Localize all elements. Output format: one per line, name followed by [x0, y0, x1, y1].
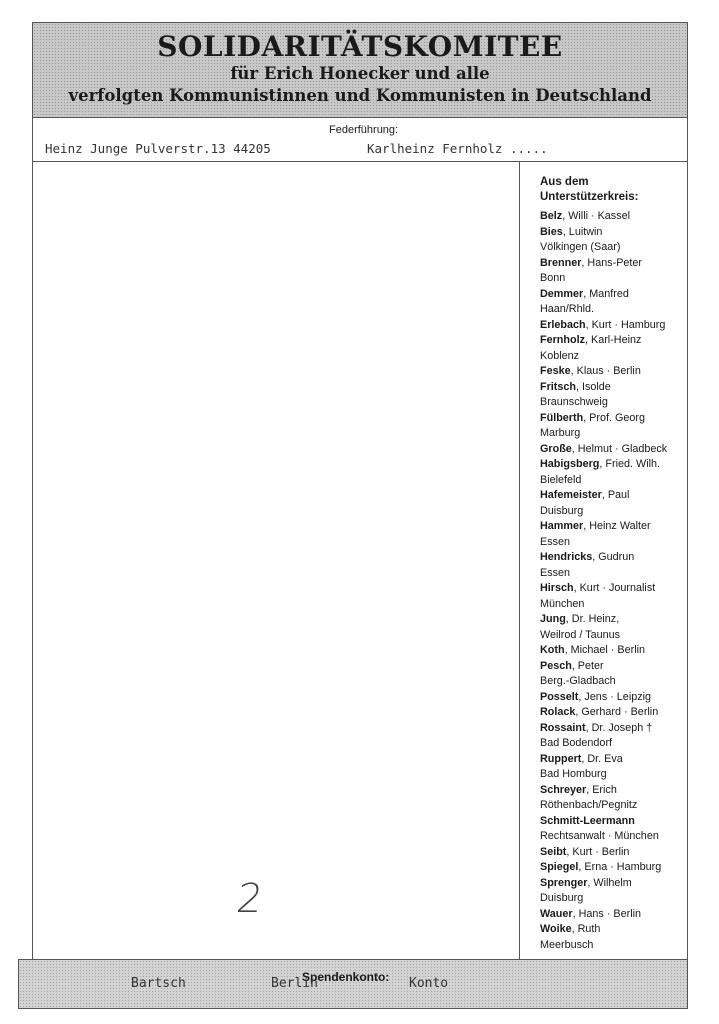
- supporter-line: [540, 380, 686, 396]
- supporter-line: [540, 411, 686, 427]
- supporter-line: [540, 225, 686, 241]
- supporter-line: [540, 798, 686, 814]
- supporter-line: [540, 674, 686, 690]
- footer-bank-box: [18, 959, 688, 1009]
- supporter-surname: Woike: [540, 923, 572, 935]
- supporter-detail: München: [540, 597, 585, 610]
- supporter-line: [540, 736, 686, 752]
- supporter-surname: Bies: [540, 225, 563, 238]
- supporter-detail: , Hans · Berlin: [572, 907, 642, 920]
- subtitle-line-2: verfolgten Kommunistinnen und Kommunisten in Deutschland: [68, 86, 652, 105]
- supporter-line: [540, 302, 686, 318]
- supporter-detail: Bielefeld: [540, 473, 582, 486]
- supporter-line: [540, 628, 686, 644]
- supporter-line: [540, 829, 686, 845]
- supporter-surname: Feske: [540, 365, 571, 377]
- supporter-line: [540, 581, 686, 597]
- supporter-line: [540, 705, 686, 721]
- supporter-detail: Röthenbach/Pegnitz: [540, 799, 638, 811]
- supporter-surname: Seibt: [540, 845, 567, 858]
- supporter-line: [540, 891, 686, 907]
- supporter-line: [540, 597, 686, 613]
- supporter-line: [540, 364, 686, 380]
- supporter-line: [540, 395, 686, 411]
- supporter-detail: , Peter: [571, 659, 604, 672]
- supporter-detail: , Gerhard · Berlin: [575, 706, 659, 718]
- spendenkonto-label: Spendenkonto:: [302, 970, 390, 984]
- supporter-line: [540, 860, 686, 876]
- subtitle-line-1: für Erich Honecker und alle: [230, 64, 490, 83]
- supporter-detail: , Dr. Joseph †: [585, 721, 653, 734]
- supporter-line: [540, 504, 686, 520]
- typed-address-right: Karlheinz Fernholz .....: [367, 141, 548, 156]
- supporter-detail: Essen: [540, 535, 571, 548]
- supporter-detail: , Dr. Eva: [581, 752, 623, 765]
- supporter-surname: Spiegel: [540, 861, 579, 873]
- supporter-line: [540, 922, 686, 938]
- supporter-detail: , Klaus · Berlin: [570, 365, 641, 377]
- supporter-surname: Wauer: [540, 907, 573, 920]
- supporter-line: [540, 643, 686, 659]
- supporter-line: [540, 209, 686, 225]
- supporter-line: [540, 519, 686, 535]
- supporter-surname: Große: [540, 442, 572, 455]
- typed-address-left: Heinz Junge Pulverstr.13 44205: [45, 141, 271, 156]
- supporter-detail: Duisburg: [540, 892, 584, 904]
- supporter-surname: Ruppert: [540, 752, 582, 765]
- supporter-detail: Koblenz: [540, 349, 580, 362]
- supporter-surname: Sprenger: [540, 876, 588, 889]
- supporter-surname: Belz: [540, 210, 563, 222]
- sidebar-heading: [540, 175, 638, 205]
- supporter-surname: Rolack: [540, 706, 576, 718]
- supporter-line: [540, 690, 686, 706]
- supporter-detail: , Fried. Wilh.: [599, 458, 660, 470]
- supporter-surname: Demmer: [540, 287, 584, 300]
- supporters-list: [540, 209, 686, 953]
- supporter-line: [540, 612, 686, 628]
- sidebar-heading-line-1: Aus dem: [540, 176, 589, 188]
- supporter-surname: Hendricks: [540, 551, 593, 563]
- supporter-detail: , Kurt · Hamburg: [585, 318, 666, 331]
- supporter-surname: Schmitt-Leermann: [540, 814, 635, 827]
- supporter-line: [540, 457, 686, 473]
- letterhead-box: [32, 116, 688, 162]
- supporter-surname: Jung: [540, 613, 566, 625]
- supporter-line: [540, 566, 686, 582]
- supporter-surname: Koth: [540, 644, 565, 656]
- supporter-detail: , Prof. Georg: [583, 411, 645, 424]
- supporter-detail: , Dr. Heinz,: [565, 613, 620, 625]
- supporter-line: [540, 783, 686, 799]
- supporter-line: [540, 271, 686, 287]
- supporter-detail: Berg.-Gladbach: [540, 675, 616, 687]
- supporter-line: [540, 938, 686, 954]
- supporter-detail: , Hans-Peter: [581, 256, 643, 269]
- supporter-detail: , Willi · Kassel: [562, 210, 630, 222]
- supporter-line: [540, 318, 686, 334]
- supporter-surname: Brenner: [540, 256, 582, 269]
- footer-typed-account: Konto: [409, 976, 449, 991]
- supporter-detail: Duisburg: [540, 504, 584, 517]
- supporter-detail: , Kurt · Journalist: [573, 582, 656, 594]
- supporter-detail: Bad Bodendorf: [540, 737, 613, 749]
- supporter-line: [540, 488, 686, 504]
- supporter-detail: , Heinz Walter: [583, 520, 651, 532]
- supporter-line: [540, 767, 686, 783]
- supporter-line: [540, 876, 686, 892]
- supporter-detail: Rechtsanwalt · München: [540, 830, 659, 842]
- supporter-surname: Hafemeister: [540, 489, 602, 501]
- supporter-line: [540, 550, 686, 566]
- page-title: SOLIDARITÄTSKOMITEE: [157, 30, 563, 63]
- supporter-detail: Bonn: [540, 272, 566, 284]
- supporter-detail: , Luitwin: [562, 225, 603, 238]
- supporter-line: [540, 426, 686, 442]
- supporter-detail: , Erich: [586, 783, 617, 796]
- supporter-line: [540, 659, 686, 675]
- supporter-surname: Schreyer: [540, 783, 587, 796]
- supporter-detail: , Michael · Berlin: [564, 644, 645, 656]
- supporter-detail: Völkingen (Saar): [540, 241, 621, 253]
- supporter-line: [540, 256, 686, 272]
- supporter-line: [540, 287, 686, 303]
- supporter-detail: , Kurt · Berlin: [566, 845, 630, 858]
- header-banner: [32, 22, 688, 118]
- supporter-line: [540, 721, 686, 737]
- supporter-surname: Fritsch: [540, 380, 576, 393]
- supporter-surname: Hammer: [540, 520, 584, 532]
- supporter-detail: , Isolde: [576, 380, 611, 393]
- supporter-surname: Habigsberg: [540, 458, 600, 470]
- supporter-line: [540, 535, 686, 551]
- supporter-detail: , Jens · Leipzig: [578, 690, 652, 703]
- handwritten-page-number: 2: [233, 876, 266, 922]
- supporter-line: [540, 333, 686, 349]
- supporter-detail: , Karl-Heinz: [585, 334, 642, 346]
- federfuehrung-label: Federführung:: [329, 124, 399, 136]
- supporter-detail: Essen: [540, 566, 571, 579]
- supporter-detail: , Paul: [601, 489, 630, 501]
- supporter-detail: Weilrod / Taunus: [540, 628, 621, 641]
- supporter-surname: Rossaint: [540, 721, 586, 734]
- supporter-line: [540, 473, 686, 489]
- supporter-line: [540, 240, 686, 256]
- supporter-detail: , Helmut · Gladbeck: [571, 442, 668, 455]
- footer-typed-city: Berlin: [271, 976, 318, 991]
- supporter-line: [540, 752, 686, 768]
- supporter-detail: , Wilhelm: [587, 876, 632, 889]
- supporter-surname: Fülberth: [540, 411, 584, 424]
- supporter-detail: , Ruth: [571, 923, 601, 935]
- supporter-surname: Fernholz: [540, 334, 585, 346]
- supporter-line: [540, 442, 686, 458]
- supporter-surname: Hirsch: [540, 582, 574, 594]
- supporter-line: [540, 907, 686, 923]
- supporter-line: [540, 349, 686, 365]
- supporter-line: [540, 845, 686, 861]
- footer-typed-name: Bartsch: [131, 976, 186, 991]
- supporter-detail: Braunschweig: [540, 396, 608, 408]
- supporter-detail: Bad Homburg: [540, 768, 607, 780]
- supporter-line: [540, 814, 686, 830]
- supporters-sidebar: [519, 161, 686, 959]
- supporter-detail: Meerbusch: [540, 938, 594, 951]
- supporter-detail: , Manfred: [583, 287, 629, 300]
- supporter-surname: Erlebach: [540, 318, 586, 331]
- supporter-detail: Haan/Rhld.: [540, 303, 595, 315]
- supporter-surname: Pesch: [540, 659, 572, 672]
- supporter-detail: Marburg: [540, 427, 581, 439]
- supporter-surname: Posselt: [540, 690, 579, 703]
- sidebar-heading-line-2: Unterstützerkreis:: [540, 191, 639, 203]
- supporter-detail: , Erna · Hamburg: [578, 861, 662, 873]
- supporter-detail: , Gudrun: [592, 551, 635, 563]
